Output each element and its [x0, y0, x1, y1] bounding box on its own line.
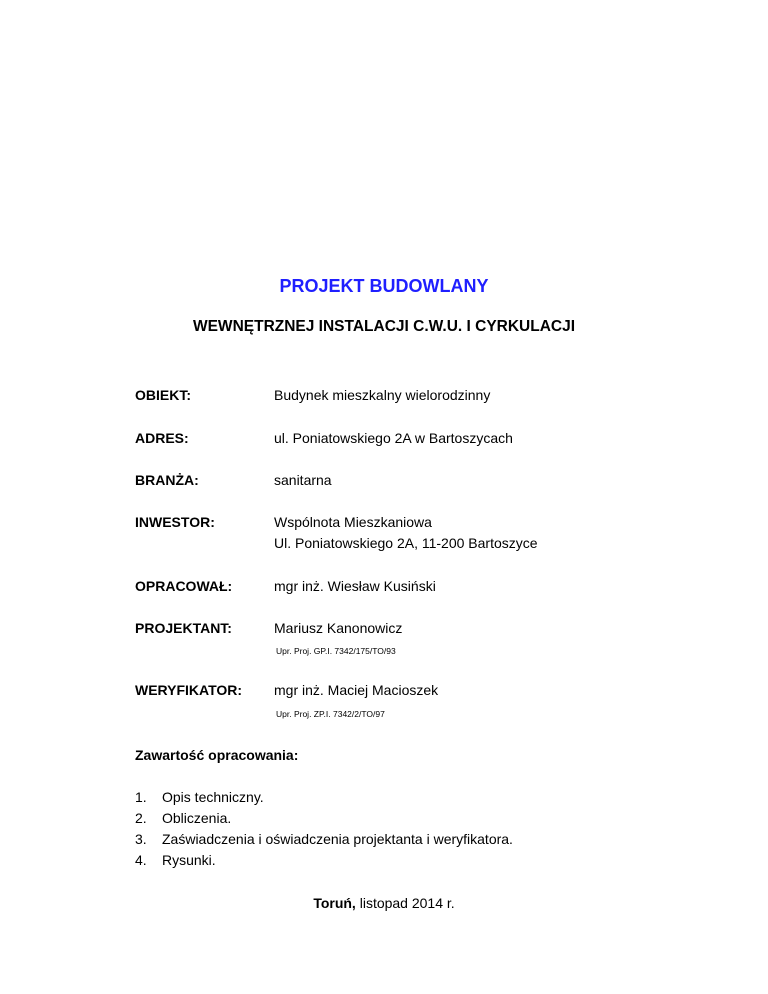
label-projektant: PROJEKTANT:	[135, 620, 232, 636]
list-item: Obliczenia.	[162, 810, 232, 826]
value-obiekt: Budynek mieszkalny wielorodzinny	[274, 387, 491, 403]
contents-heading: Zawartość opracowania:	[135, 747, 299, 763]
list-item: Rysunki.	[162, 852, 216, 868]
value-weryfikator: mgr inż. Maciej Macioszek	[274, 682, 439, 698]
document-title: PROJEKT BUDOWLANY	[279, 276, 489, 296]
label-branza: BRANŻA:	[135, 472, 199, 488]
value-opracowal: mgr inż. Wiesław Kusiński	[274, 578, 436, 594]
value-branza: sanitarna	[274, 472, 332, 488]
value-inwestor-line1: Wspólnota Mieszkaniowa	[274, 514, 432, 530]
value-adres: ul. Poniatowskiego 2A w Bartoszycach	[274, 430, 513, 446]
list-item: Zaświadczenia i oświadczenia projektanta i weryfikatora.	[162, 831, 513, 847]
list-item-number: 4.	[135, 852, 147, 868]
label-inwestor: INWESTOR:	[135, 514, 215, 530]
note-projektant: Upr. Proj. GP.I. 7342/175/TO/93	[276, 646, 396, 656]
value-projektant: Mariusz Kanonowicz	[274, 620, 403, 636]
list-item-number: 2.	[135, 810, 147, 826]
footer-city: Toruń,	[313, 895, 356, 911]
value-inwestor-line2: Ul. Poniatowskiego 2A, 11-200 Bartoszyce	[274, 535, 538, 551]
list-item-number: 1.	[135, 789, 147, 805]
place-and-date	[0, 895, 768, 911]
label-opracowal: OPRACOWAŁ:	[135, 578, 233, 594]
label-adres: ADRES:	[135, 430, 189, 446]
label-weryfikator: WERYFIKATOR:	[135, 682, 243, 698]
list-item-number: 3.	[135, 831, 147, 847]
document-subtitle: WEWNĘTRZNEJ INSTALACJI C.W.U. I CYRKULACJI	[192, 318, 576, 335]
label-obiekt: OBIEKT:	[135, 387, 191, 403]
note-weryfikator: Upr. Proj. ZP.I. 7342/2/TO/97	[276, 709, 385, 719]
list-item: Opis techniczny.	[162, 789, 264, 805]
footer-date: listopad 2014 r.	[355, 895, 455, 911]
